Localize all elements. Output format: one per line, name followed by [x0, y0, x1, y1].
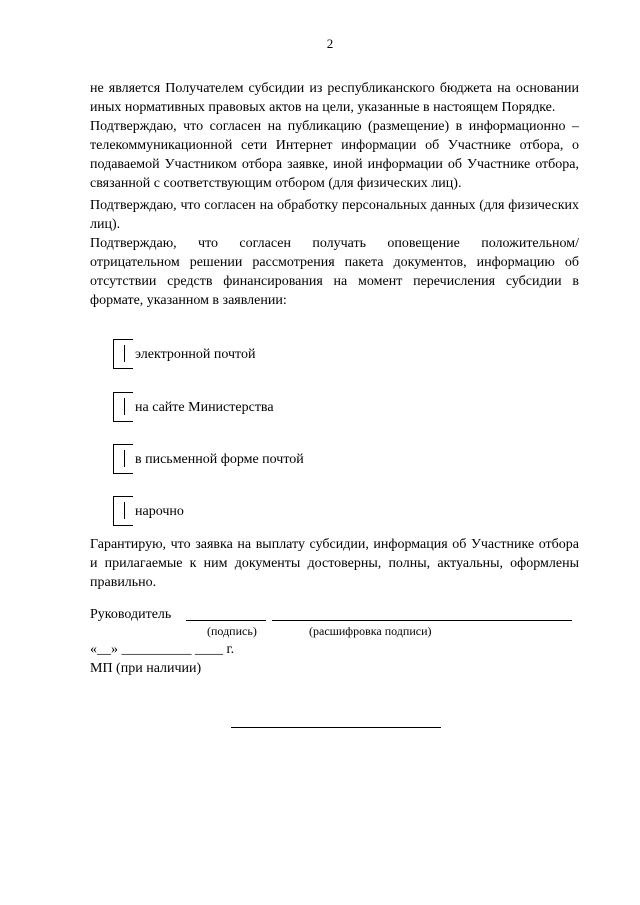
date-day-blank: __ [97, 642, 111, 657]
paragraph-not-recipient: не является Получателем субсидии из республиканского бюджета на основании иных нормативных правовых актов на цели, указанные в настоящем Порядке. [90, 81, 579, 115]
option-label: в письменной форме почтой [135, 451, 304, 467]
signature-decoding-line [272, 606, 572, 621]
body-text [90, 79, 579, 310]
option-label: электронной почтой [135, 346, 256, 362]
paragraph-notification-consent: Подтверждаю, что согласен получать оповещение положительном/отрицательном решении рассмотрения пакета документов, информацию об отсутствии средств финансирования на момент перечисления субсидии в формате, указанном в заявлении: [90, 236, 579, 308]
checkbox[interactable] [113, 339, 133, 369]
date-year-suffix: г. [226, 642, 235, 657]
date-close-quote: » [111, 642, 118, 657]
date-line [90, 640, 234, 659]
option-email[interactable] [113, 339, 255, 369]
date-open-quote: « [90, 642, 97, 657]
decoding-caption: (расшифровка подписи) [309, 624, 432, 638]
checkbox[interactable] [113, 444, 133, 474]
signature-caption: (подпись) [207, 624, 257, 638]
checkbox[interactable] [113, 496, 133, 526]
signature-line [186, 606, 266, 621]
signature-label: Руководитель [90, 607, 172, 622]
date-year-blank: ____ [195, 642, 223, 657]
paragraph-publication-consent: Подтверждаю, что согласен на публикацию (размещение) в информационно – телекоммуникационной сети Интернет информации об Участнике отбора, о подаваемой Участником отбора заявке, иной информации об Участнике отбора, связанной с соответствующим отбором (для физических лиц). [90, 119, 579, 191]
option-ministry-site[interactable] [113, 392, 274, 422]
option-postal-mail[interactable] [113, 444, 304, 474]
option-by-hand[interactable] [113, 496, 184, 526]
option-label: нарочно [135, 503, 184, 519]
option-label: на сайте Министерства [135, 399, 274, 415]
end-divider [231, 727, 441, 728]
guarantee-paragraph: Гарантирую, что заявка на выплату субсидии, информация об Участнике отбора и прилагаемые к ним документы достоверны, полны, актуальны, оформлены правильно. [90, 537, 579, 590]
stamp-note: МП (при наличии) [90, 661, 202, 676]
checkbox[interactable] [113, 392, 133, 422]
date-month-blank: __________ [121, 642, 192, 657]
page-number: 2 [326, 36, 334, 51]
paragraph-personal-data-consent: Подтверждаю, что согласен на обработку персональных данных (для физических лиц). [90, 198, 579, 232]
